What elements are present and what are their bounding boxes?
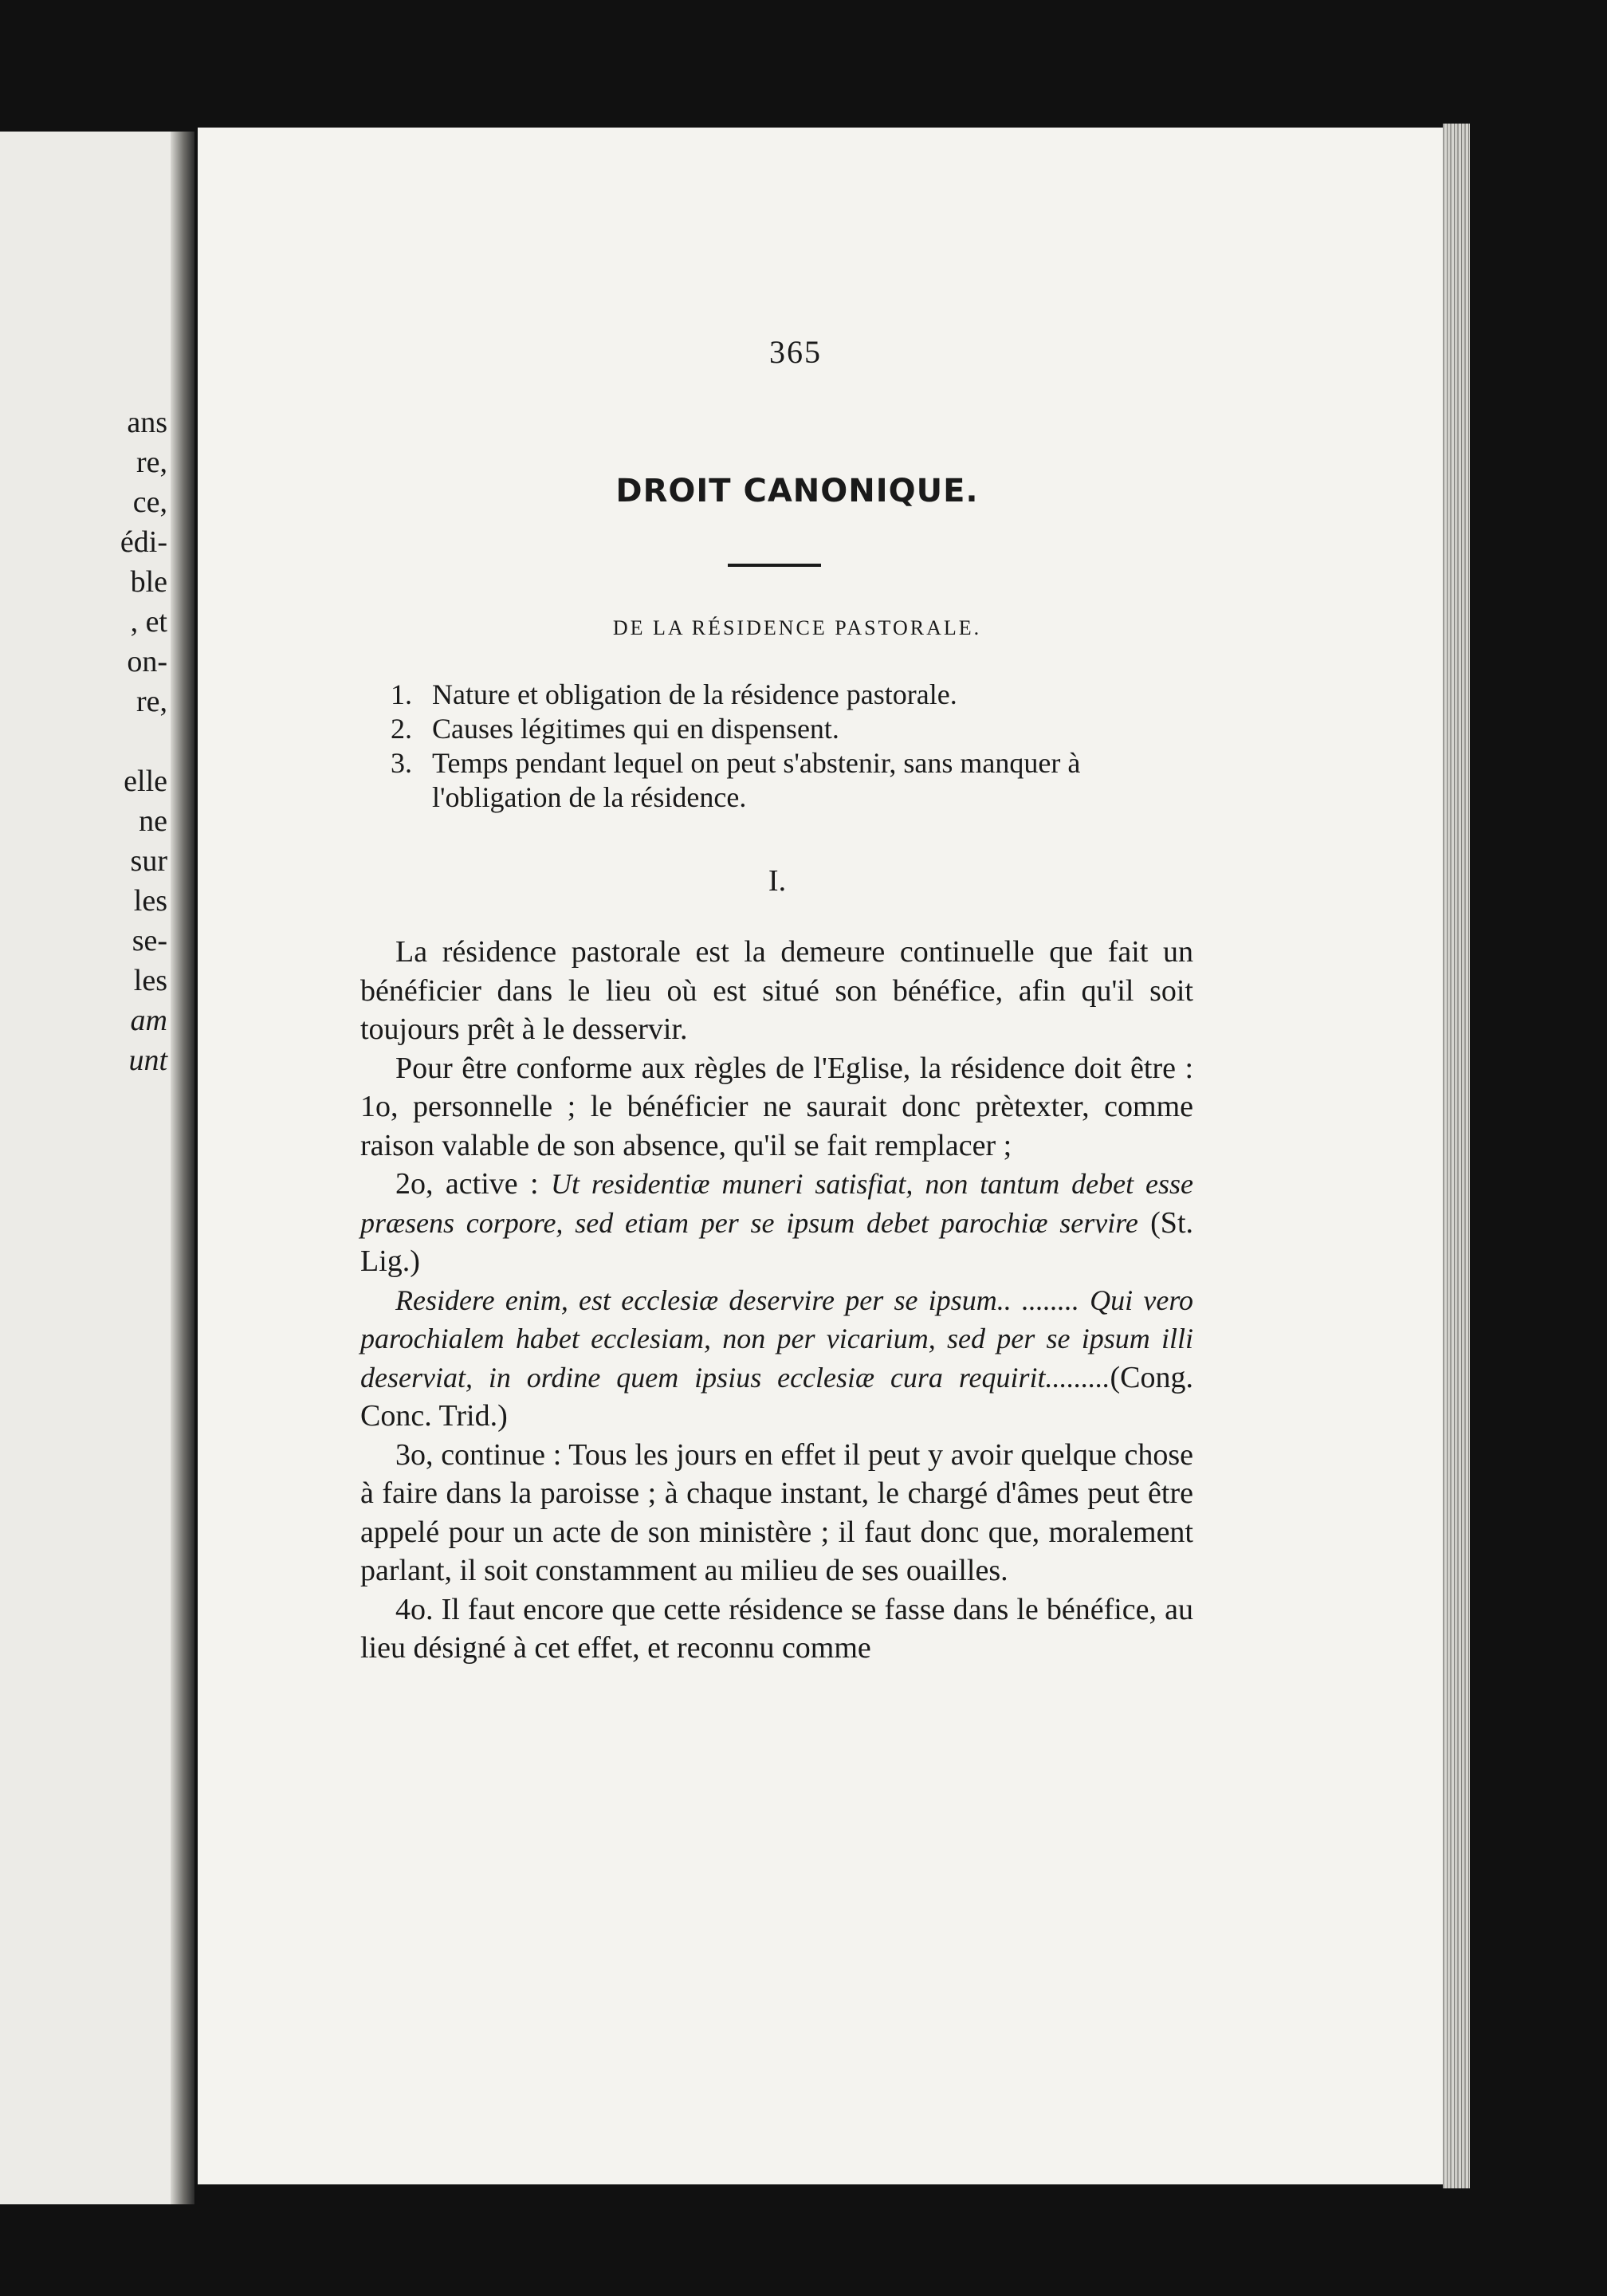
paragraph [360, 1281, 1193, 1436]
paragraph-lead: 2o, active : [395, 1167, 551, 1201]
left-fragment: ne [139, 804, 167, 838]
left-fragment [0, 721, 167, 761]
left-fragment: les [133, 884, 167, 918]
latin-quotation: Residere enim, est ecclesiæ deservire per se ipsum.. ........ Qui vero parochialem habet ecclesiam, non per vicarium, sed per se ipsum illi deserviat, in ordine quem ipsius ecclesiæ cura requirit......... [360, 1284, 1193, 1394]
summary-item-number: 1. [391, 678, 412, 710]
left-fragment: elle [124, 765, 167, 798]
paragraph: La résidence pastorale est la demeure continuelle que fait un bénéficier dans le lieu où est situé son bénéfice, afin qu'il soit toujours prêt à le desservir. [360, 935, 1193, 1046]
left-fragment: , et [130, 605, 167, 639]
left-fragment: re, [136, 685, 167, 718]
left-fragment: re, [136, 446, 167, 479]
left-page-text-fragments [0, 403, 167, 1080]
page-title: DROIT CANONIQUE. [615, 473, 979, 509]
section-numeral: I. [768, 864, 787, 898]
citation: (St. Lig.) [360, 1205, 1193, 1278]
left-fragment: édi- [120, 525, 167, 559]
left-fragment: ce, [132, 486, 167, 519]
left-fragment: ans [127, 406, 167, 439]
summary-item-number: 2. [391, 713, 412, 745]
page-number: 365 [769, 334, 822, 370]
summary-item [391, 678, 1196, 712]
left-fragment: am [130, 1004, 167, 1037]
left-fragment: ble [130, 565, 167, 599]
left-fragment: unt [128, 1044, 167, 1077]
left-fragment: on- [127, 645, 167, 678]
paragraph: 3o, continue : Tous les jours en effet il peut y avoir quelque chose à faire dans la paroisse ; à chaque instant, le chargé d'âmes peut être appelé pour un acte de son ministère ; il faut donc que, moralement parlant, il soit constamment au milieu de ses ouailles. [360, 1437, 1193, 1587]
paragraph [360, 1165, 1193, 1281]
summary-item-number: 3. [391, 747, 412, 779]
body-text [360, 933, 1193, 1668]
page-edge-stack [1443, 124, 1470, 2188]
summary-item-text: Nature et obligation de la résidence pastorale. [432, 678, 957, 710]
summary-item-text: Temps pendant lequel on peut s'abstenir, sans manquer à l'obligation de la résidence. [432, 747, 1081, 813]
citation: (Cong. Conc. Trid.) [360, 1360, 1193, 1433]
section-subtitle: DE LA RÉSIDENCE PASTORALE. [612, 616, 982, 639]
left-fragment: les [133, 964, 167, 997]
latin-quotation: Ut residentiæ muneri satisfiat, non tantum debet esse præsens corpore, sed etiam per se ipsum debet parochiæ servire [360, 1168, 1193, 1239]
book-gutter [171, 132, 194, 2204]
left-fragment: se- [132, 924, 167, 957]
title-rule [728, 564, 821, 567]
summary-item [391, 746, 1196, 815]
summary-item-text: Causes légitimes qui en dispensent. [432, 713, 839, 745]
summary-list [391, 678, 1196, 815]
left-fragment: sur [130, 844, 167, 878]
paragraph: 4o. Il faut encore que cette résidence se fasse dans le bénéfice, au lieu désigné à cet effet, et reconnu comme [360, 1592, 1193, 1665]
summary-item [391, 712, 1196, 746]
paragraph: Pour être conforme aux règles de l'Eglise, la résidence doit être : 1o, personnelle ; le bénéficier ne saurait donc prètexter, comme raison valable de son absence, qu'il se fait remplacer ; [360, 1051, 1193, 1162]
